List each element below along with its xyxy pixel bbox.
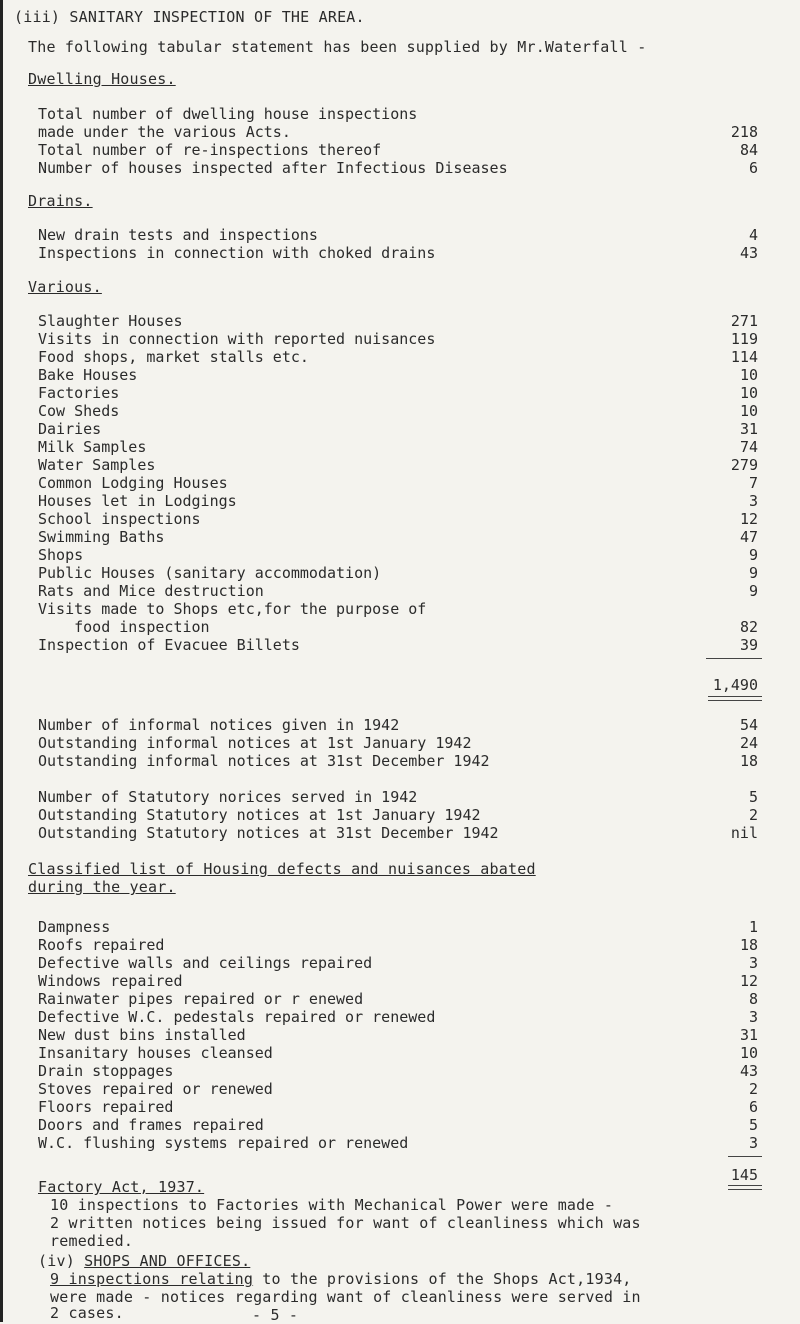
various-total-row [38,676,758,694]
drains-title: Drains. [28,192,93,210]
list-item: Dairies 31 [38,420,758,438]
list-item: Visits in connection with reported nuisances 119 [38,330,758,348]
list-item: Windows repaired 12 [38,972,758,990]
total-double-rule [728,1185,762,1190]
classified-title: Classified list of Housing defects and nuisances abated [28,860,536,878]
list-item: School inspections 12 [38,510,758,528]
factory-line-1: 10 inspections to Factories with Mechanical Power were made - [50,1196,614,1214]
list-item: Total number of re-inspections thereof 84 [38,141,758,159]
sum-rule [728,1156,762,1157]
list-item: Swimming Baths 47 [38,528,758,546]
list-item: Drain stoppages 43 [38,1062,758,1080]
list-item: Factories 10 [38,384,758,402]
list-item: Outstanding informal notices at 1st January 1942 24 [38,734,758,752]
list-item: Houses let in Lodgings 3 [38,492,758,510]
list-item: Public Houses (sanitary accommodation) 9 [38,564,758,582]
total-double-rule [708,696,762,701]
list-item: Insanitary houses cleansed 10 [38,1044,758,1062]
list-item: Outstanding informal notices at 31st December 1942 18 [38,752,758,770]
classified-title-cont: during the year. [28,878,176,896]
list-item: Bake Houses 10 [38,366,758,384]
factory-line-3: remedied. [50,1232,134,1250]
classified-total: 145 [730,1166,758,1184]
shops-line-2: were made - notices regarding want of cleanliness were served in [50,1288,641,1306]
list-item: Floors repaired 6 [38,1098,758,1116]
list-item: Food shops, market stalls etc. 114 [38,348,758,366]
list-item: Number of informal notices given in 1942 54 [38,716,758,734]
list-item: Slaughter Houses 271 [38,312,758,330]
list-item: New dust bins installed 31 [38,1026,758,1044]
list-item: Outstanding Statutory notices at 1st January 1942 2 [38,806,758,824]
shops-line-1: 9 inspections relating to the provisions of the Shops Act,1934, [50,1270,632,1288]
page-edge [0,0,3,1322]
list-item: Number of Statutory norices served in 1942 5 [38,788,758,806]
list-item: Rats and Mice destruction 9 [38,582,758,600]
various-total: 1,490 [712,676,758,694]
shops-heading: (iv) SHOPS AND OFFICES. [38,1252,251,1270]
list-item: Dampness 1 [38,918,758,936]
list-item: W.C. flushing systems repaired or renewed 3 [38,1134,758,1152]
dwelling-title: Dwelling Houses. [28,70,176,88]
list-item: Rainwater pipes repaired or r enewed 8 [38,990,758,1008]
list-item: Defective walls and ceilings repaired 3 [38,954,758,972]
sum-rule [706,658,762,659]
list-item: Roofs repaired 18 [38,936,758,954]
factory-title: Factory Act, 1937. [38,1178,205,1196]
section-heading: (iii) SANITARY INSPECTION OF THE AREA. [14,8,365,26]
intro-text: The following tabular statement has been supplied by Mr.Waterfall - [28,38,647,56]
various-title: Various. [28,278,102,296]
list-item: Stoves repaired or renewed 2 [38,1080,758,1098]
factory-line-2: 2 written notices being issued for want of cleanliness which was [50,1214,641,1232]
list-item: Common Lodging Houses 7 [38,474,758,492]
list-item: made under the various Acts. 218 [38,123,758,141]
list-item: Shops 9 [38,546,758,564]
list-item: Total number of dwelling house inspections [38,105,418,123]
list-item: Number of houses inspected after Infectious Diseases 6 [38,159,758,177]
list-item: Cow Sheds 10 [38,402,758,420]
list-item: food inspection 82 [38,618,758,636]
shops-line-3: 2 cases. [50,1304,124,1322]
page-number: - 5 - [252,1306,299,1324]
list-item: Outstanding Statutory notices at 31st December 1942 nil [38,824,758,842]
list-item: Inspections in connection with choked drains 43 [38,244,758,262]
list-item: Water Samples 279 [38,456,758,474]
list-item: Inspection of Evacuee Billets 39 [38,636,758,654]
list-item: Visits made to Shops etc,for the purpose of [38,600,427,618]
list-item: Doors and frames repaired 5 [38,1116,758,1134]
list-item: Defective W.C. pedestals repaired or renewed 3 [38,1008,758,1026]
list-item: New drain tests and inspections 4 [38,226,758,244]
list-item: Milk Samples 74 [38,438,758,456]
